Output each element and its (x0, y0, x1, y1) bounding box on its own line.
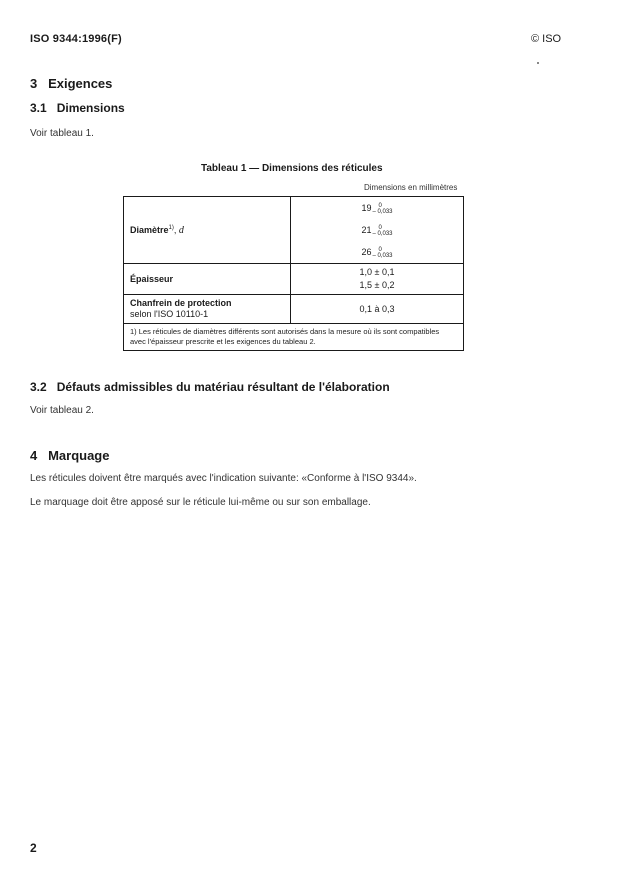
chamfer-label: Chanfrein de protection selon l'ISO 10110-1 (124, 295, 291, 324)
section-3-1-title: Dimensions (56, 101, 125, 115)
section-3-title: Exigences (48, 76, 113, 91)
diameter-value: 21 0 – 0,033 (361, 224, 393, 237)
section-3-2-text: Voir tableau 2. (30, 405, 94, 416)
diameter-value: 19 0 – 0,033 (361, 202, 393, 215)
thickness-value: 1,5 ± 0,2 (359, 280, 395, 290)
thickness-values (291, 264, 464, 295)
table-row-diameter (124, 197, 464, 264)
section-3-2-number: 3.2 (30, 380, 47, 394)
section-4-number: 4 (30, 448, 38, 463)
table-1-unit-note: Dimensions en millimètres (364, 183, 458, 192)
page-number: 2 (30, 841, 37, 855)
chamfer-value: 0,1 à 0,3 (291, 295, 464, 324)
table-row-thickness (124, 264, 464, 295)
thickness-label: Épaisseur (124, 264, 291, 295)
table-1-caption: Tableau 1 — Dimensions des réticules (201, 163, 383, 174)
section-3-2-heading (30, 380, 390, 394)
section-3-1-number: 3.1 (30, 101, 47, 115)
section-4-paragraph-2: Le marquage doit être apposé sur le réticule lui-même ou sur son emballage. (30, 497, 371, 508)
section-4-title: Marquage (48, 448, 110, 463)
section-4-heading (30, 448, 109, 463)
table-1 (123, 196, 464, 351)
diameter-label: Diamètre$^{1)}$, d (124, 197, 291, 264)
diameter-value: 26 0 – 0,033 (361, 246, 393, 259)
chamfer-sublabel: selon l'ISO 10110-1 (130, 309, 209, 319)
section-4-paragraph-1: Les réticules doivent être marqués avec l'indication suivante: «Conforme à l'ISO 9344». (30, 473, 417, 484)
table-row-chamfer (124, 295, 464, 324)
section-3-number: 3 (30, 76, 38, 91)
section-3-heading (30, 76, 112, 91)
section-3-1-text: Voir tableau 1. (30, 128, 94, 139)
section-3-1-heading (30, 101, 125, 115)
document-id: ISO 9344:1996(F) (30, 33, 122, 45)
thickness-value: 1,0 ± 0,1 (359, 267, 395, 277)
copyright-notice: © ISO (531, 33, 562, 45)
table-1-footnote: 1) Les réticules de diamètres différents sont autorisés dans la mesure où ils sont compatibles avec l'épaisseur prescrite et les exigences du tableau 2. (124, 324, 464, 351)
table-row-footnote (124, 324, 464, 351)
speck-mark (537, 62, 539, 64)
diameter-values (291, 197, 464, 264)
section-3-2-title: Défauts admissibles du matériau résultant de l'élaboration (56, 380, 390, 394)
